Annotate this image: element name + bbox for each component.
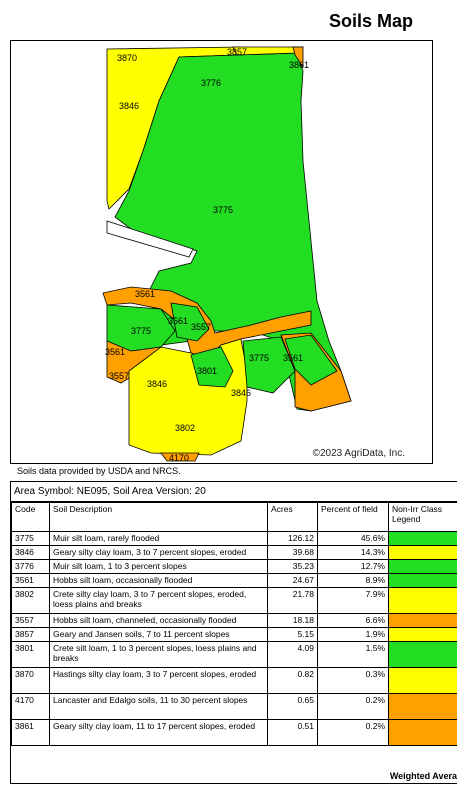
map-label-3870: 3870	[117, 53, 138, 63]
legend-swatch	[389, 560, 457, 574]
cell-acres: 18.18	[268, 614, 318, 628]
legend-swatch	[389, 546, 457, 560]
cell-description: Geary and Jansen soils, 7 to 11 percent slopes	[50, 628, 268, 642]
cell-description: Hastings silty clay loam, 3 to 7 percent slopes, eroded	[50, 668, 268, 694]
cell-percent: 6.6%	[318, 614, 389, 628]
cell-code: 3846	[12, 546, 50, 560]
cell-description: Crete silty clay loam, 3 to 7 percent slopes, eroded, loess plains and breaks	[50, 588, 268, 614]
cell-percent: 1.9%	[318, 628, 389, 642]
weighted-average-label: Weighted Avera	[389, 771, 457, 781]
table-row	[12, 694, 457, 720]
cell-description: Geary silty clay loam, 3 to 7 percent slopes, eroded	[50, 546, 268, 560]
legend-swatch	[389, 694, 457, 720]
cell-code: 3561	[12, 574, 50, 588]
cell-acres: 35.23	[268, 560, 318, 574]
map-label-3561-d: 3561	[283, 353, 304, 363]
map-label-3857: 3857	[227, 47, 248, 57]
cell-acres: 4.09	[268, 642, 318, 668]
cell-acres: 39.68	[268, 546, 318, 560]
area-symbol: Area Symbol: NE095, Soil Area Version: 20	[11, 482, 457, 502]
table-row	[12, 546, 457, 560]
table-row	[12, 628, 457, 642]
cell-percent: 7.9%	[318, 588, 389, 614]
legend-swatch	[389, 628, 457, 642]
cell-code: 3857	[12, 628, 50, 642]
source-note: Soils data provided by USDA and NRCS.	[17, 466, 181, 476]
soils-map-canvas	[11, 41, 433, 464]
cell-percent: 0.2%	[318, 694, 389, 720]
cell-percent: 0.2%	[318, 720, 389, 746]
cell-acres: 24.67	[268, 574, 318, 588]
cell-description: Muir silt loam, 1 to 3 percent slopes	[50, 560, 268, 574]
legend-swatch	[389, 532, 457, 546]
legend-swatch	[389, 588, 457, 614]
cell-code: 3801	[12, 642, 50, 668]
map-label-3561-c: 3561	[105, 347, 126, 357]
map-label-3802: 3802	[175, 423, 196, 433]
map-label-3775-main: 3775	[213, 205, 234, 215]
cell-code: 3776	[12, 560, 50, 574]
cell-code: 3870	[12, 668, 50, 694]
map-label-3776: 3776	[201, 78, 222, 88]
legend-swatch	[389, 720, 457, 746]
table-row	[12, 614, 457, 628]
cell-acres: 5.15	[268, 628, 318, 642]
map-label-3846-north: 3846	[119, 101, 140, 111]
map-label-3801: 3801	[197, 366, 218, 376]
table-row	[12, 560, 457, 574]
table-row	[12, 588, 457, 614]
header-code: Code	[12, 503, 50, 532]
table-header-row	[12, 503, 457, 532]
cell-percent: 45.6%	[318, 532, 389, 546]
legend-swatch	[389, 614, 457, 628]
cell-description: Geary silty clay loam, 11 to 17 percent slopes, eroded	[50, 720, 268, 746]
cell-percent: 8.9%	[318, 574, 389, 588]
legend-swatch	[389, 668, 457, 694]
table-row	[12, 720, 457, 746]
map-label-3775-c: 3775	[249, 353, 270, 363]
map-label-3561-a: 3561	[135, 289, 156, 299]
table-body	[12, 532, 457, 746]
cell-code: 3802	[12, 588, 50, 614]
cell-description: Crete silt loam, 1 to 3 percent slopes, loess plains and breaks	[50, 642, 268, 668]
header-acres: Acres	[268, 503, 318, 532]
soils-table-container	[10, 481, 457, 784]
cell-description: Lancaster and Edalgo soils, 11 to 30 percent slopes	[50, 694, 268, 720]
cell-acres: 0.82	[268, 668, 318, 694]
table-row	[12, 642, 457, 668]
cell-acres: 126.12	[268, 532, 318, 546]
map-label-3846-c: 3846	[231, 388, 252, 398]
map-label-3775-b: 3775	[131, 326, 152, 336]
cell-acres: 21.78	[268, 588, 318, 614]
header-description: Soil Description	[50, 503, 268, 532]
table-row	[12, 668, 457, 694]
copyright: ©2023 AgriData, Inc.	[312, 448, 405, 459]
cell-description: Hobbs silt loam, channeled, occasionally flooded	[50, 614, 268, 628]
cell-code: 3861	[12, 720, 50, 746]
map-label-3861: 3861	[289, 60, 310, 70]
cell-code: 4170	[12, 694, 50, 720]
cell-acres: 0.65	[268, 694, 318, 720]
soils-table	[11, 502, 457, 746]
header-legend: Non-Irr Class Legend	[389, 503, 457, 532]
header-percent: Percent of field	[318, 503, 389, 532]
cell-percent: 1.5%	[318, 642, 389, 668]
table-row	[12, 532, 457, 546]
map-label-3557-b: 3557	[109, 371, 130, 381]
map-label-3561-b: 3561	[168, 316, 189, 326]
cell-code: 3775	[12, 532, 50, 546]
map-label-3846-b: 3846	[147, 379, 168, 389]
cell-description: Muir silt loam, rarely flooded	[50, 532, 268, 546]
cell-description: Hobbs silt loam, occasionally flooded	[50, 574, 268, 588]
cell-percent: 12.7%	[318, 560, 389, 574]
cell-percent: 14.3%	[318, 546, 389, 560]
table-row	[12, 574, 457, 588]
map-label-4170: 4170	[169, 453, 190, 463]
cell-code: 3557	[12, 614, 50, 628]
page-title: Soils Map	[329, 11, 414, 31]
cell-acres: 0.51	[268, 720, 318, 746]
map-label-3557-a: 3557	[191, 322, 212, 332]
soils-map[interactable]	[10, 40, 433, 464]
legend-swatch	[389, 642, 457, 668]
cell-percent: 0.3%	[318, 668, 389, 694]
legend-swatch	[389, 574, 457, 588]
